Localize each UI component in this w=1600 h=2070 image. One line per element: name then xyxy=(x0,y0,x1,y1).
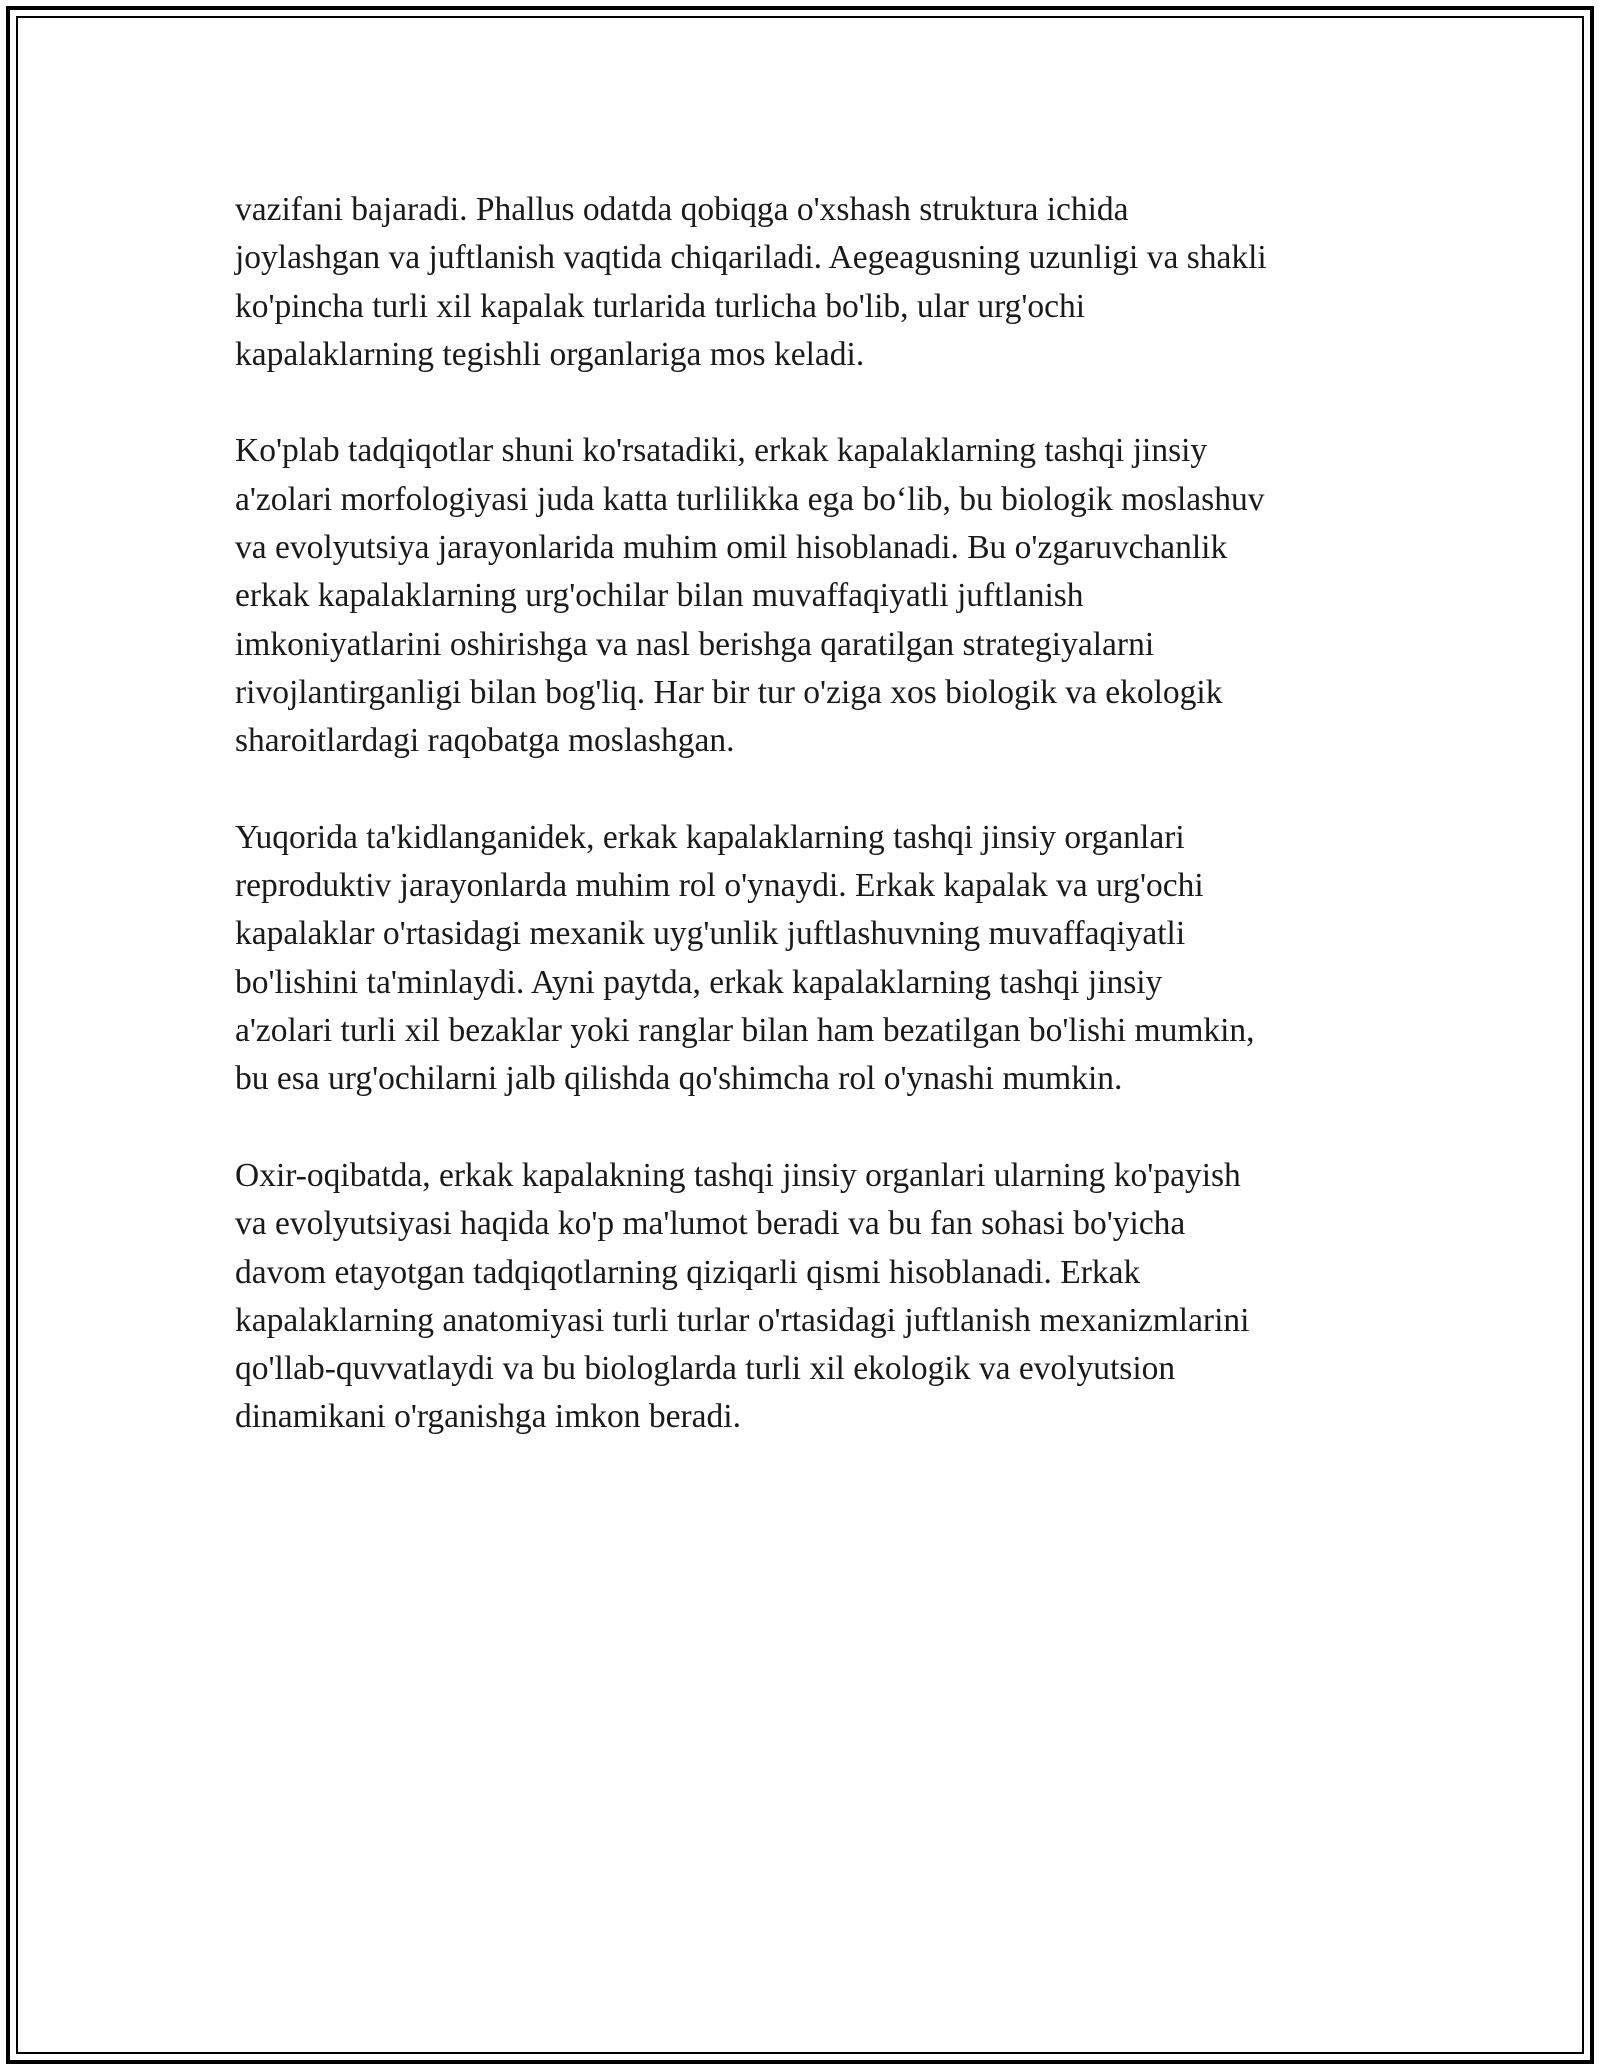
text-line: Yuqorida ta'kidlanganidek, erkak kapalaklarning tashqi jinsiy organlari xyxy=(235,818,1185,856)
text-line: rivojlantirganligi bilan bog'liq. Har bir tur o'ziga xos biologik va ekologik xyxy=(235,673,1223,711)
text-line: va evolyutsiyasi haqida ko'p ma'lumot beradi va bu fan sohasi bo'yicha xyxy=(235,1205,1186,1243)
text-line: a'zolari turli xil bezaklar yoki ranglar bilan ham bezatilgan bo'lishi mumkin, xyxy=(235,1012,1255,1050)
paragraph-2 xyxy=(235,427,1375,765)
text-line: kapalaklar o'rtasidagi mexanik uyg'unlik juftlashuvning muvaffaqiyatli xyxy=(235,915,1186,953)
text-line: va evolyutsiya jarayonlarida muhim omil hisoblanadi. Bu o'zgaruvchanlik xyxy=(235,529,1228,567)
text-line: joylashgan va juftlanish vaqtida chiqariladi. Aegeagusning uzunligi va shakli xyxy=(235,239,1267,277)
paragraph-3 xyxy=(235,814,1375,1104)
text-line: kapalaklarning tegishli organlariga mos keladi. xyxy=(235,335,865,373)
text-line: ko'pincha turli xil kapalak turlarida turlicha bo'lib, ular urg'ochi xyxy=(235,287,1086,325)
text-line: imkoniyatlarini oshirishga va nasl berishga qaratilgan strategiyalarni xyxy=(235,625,1155,663)
text-line: a'zolari morfologiyasi juda katta turlilikka ega bo‘lib, bu biologik moslashuv xyxy=(235,480,1265,518)
document-body xyxy=(235,186,1375,1490)
text-line: sharoitlardagi raqobatga moslashgan. xyxy=(235,722,735,760)
text-line: Oxir-oqibatda, erkak kapalakning tashqi jinsiy organlari ularning ko'payish xyxy=(235,1156,1241,1194)
text-line: vazifani bajaradi. Phallus odatda qobiqga o'xshash struktura ichida xyxy=(235,191,1129,228)
text-line: kapalaklarning anatomiyasi turli turlar o'rtasidagi juftlanish mexanizmlarini xyxy=(235,1301,1250,1339)
paragraph-1 xyxy=(235,186,1375,379)
text-line: bu esa urg'ochilarni jalb qilishda qo'shimcha rol o'ynashi mumkin. xyxy=(235,1060,1123,1098)
text-line: qo'llab-quvvatlaydi va bu biologlarda turli xil ekologik va evolyutsion xyxy=(235,1350,1176,1388)
paragraph-4 xyxy=(235,1152,1375,1442)
text-line: davom etayotgan tadqiqotlarning qiziqarli qismi hisoblanadi. Erkak xyxy=(235,1253,1141,1291)
text-line: Ko'plab tadqiqotlar shuni ko'rsatadiki, erkak kapalaklarning tashqi jinsiy xyxy=(235,432,1208,470)
text-line: bo'lishini ta'minlaydi. Ayni paytda, erkak kapalaklarning tashqi jinsiy xyxy=(235,963,1163,1001)
text-line: reproduktiv jarayonlarda muhim rol o'ynaydi. Erkak kapalak va urg'ochi xyxy=(235,867,1204,905)
text-line: erkak kapalaklarning urg'ochilar bilan muvaffaqiyatli juftlanish xyxy=(235,577,1084,615)
text-line: dinamikani o'rganishga imkon beradi. xyxy=(235,1398,741,1436)
